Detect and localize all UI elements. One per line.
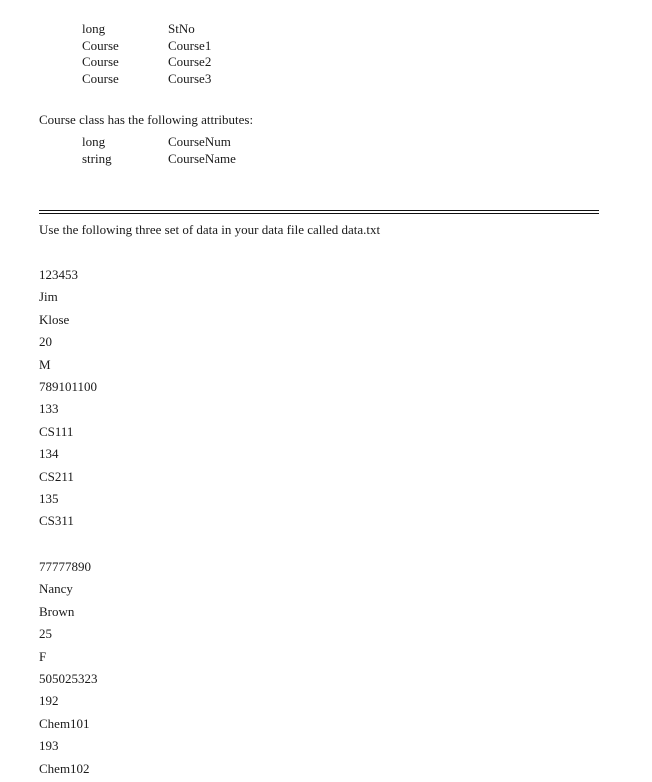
record-line: Jim [39,289,58,305]
record-line: CS211 [39,468,74,484]
attribute-name: Course3 [168,70,212,86]
attribute-row [82,134,236,151]
record-line: 25 [39,626,52,642]
attribute-type: Course [82,54,119,69]
record-line: CS311 [39,513,74,529]
record-line: 193 [39,738,59,754]
record-line: 123453 [39,267,78,282]
attribute-row [82,21,211,38]
record-line: 135 [39,490,59,506]
attribute-name: CourseNum [168,134,231,149]
attribute-name: Course2 [168,54,212,69]
attribute-row [82,71,211,88]
data-record [39,556,98,780]
record-line: 20 [39,334,52,350]
data-intro-text: Use the following three set of data in your data file called data.txt [39,222,381,237]
attribute-type: Course [82,70,119,86]
section-divider [39,210,599,214]
record-line: 192 [39,693,59,709]
data-record [39,264,97,533]
record-line: 77777890 [39,559,91,574]
attribute-row [82,54,211,71]
attribute-type: string [82,150,112,166]
record-line: Klose [39,311,70,327]
student-attributes-table [82,21,211,87]
record-line: 134 [39,446,59,462]
course-attributes-table [82,134,236,167]
record-line: Nancy [39,581,73,597]
record-line: Chem102 [39,760,90,776]
record-line: 133 [39,401,59,417]
record-line: Brown [39,603,75,619]
attribute-row [82,151,236,168]
record-line: F [39,648,47,664]
record-line: Chem101 [39,715,90,731]
record-line: 789101100 [39,378,98,394]
attribute-name: CourseName [168,150,236,166]
attribute-name: Course1 [168,37,212,53]
attribute-type: long [82,21,106,36]
attribute-type: Course [82,37,119,53]
record-line: M [39,356,51,372]
attribute-type: long [82,134,106,149]
record-line: CS111 [39,423,74,439]
attribute-row [82,38,211,55]
attribute-name: StNo [168,21,195,36]
course-intro-text: Course class has the following attributes: [39,112,254,127]
record-line: 505025323 [39,670,98,686]
